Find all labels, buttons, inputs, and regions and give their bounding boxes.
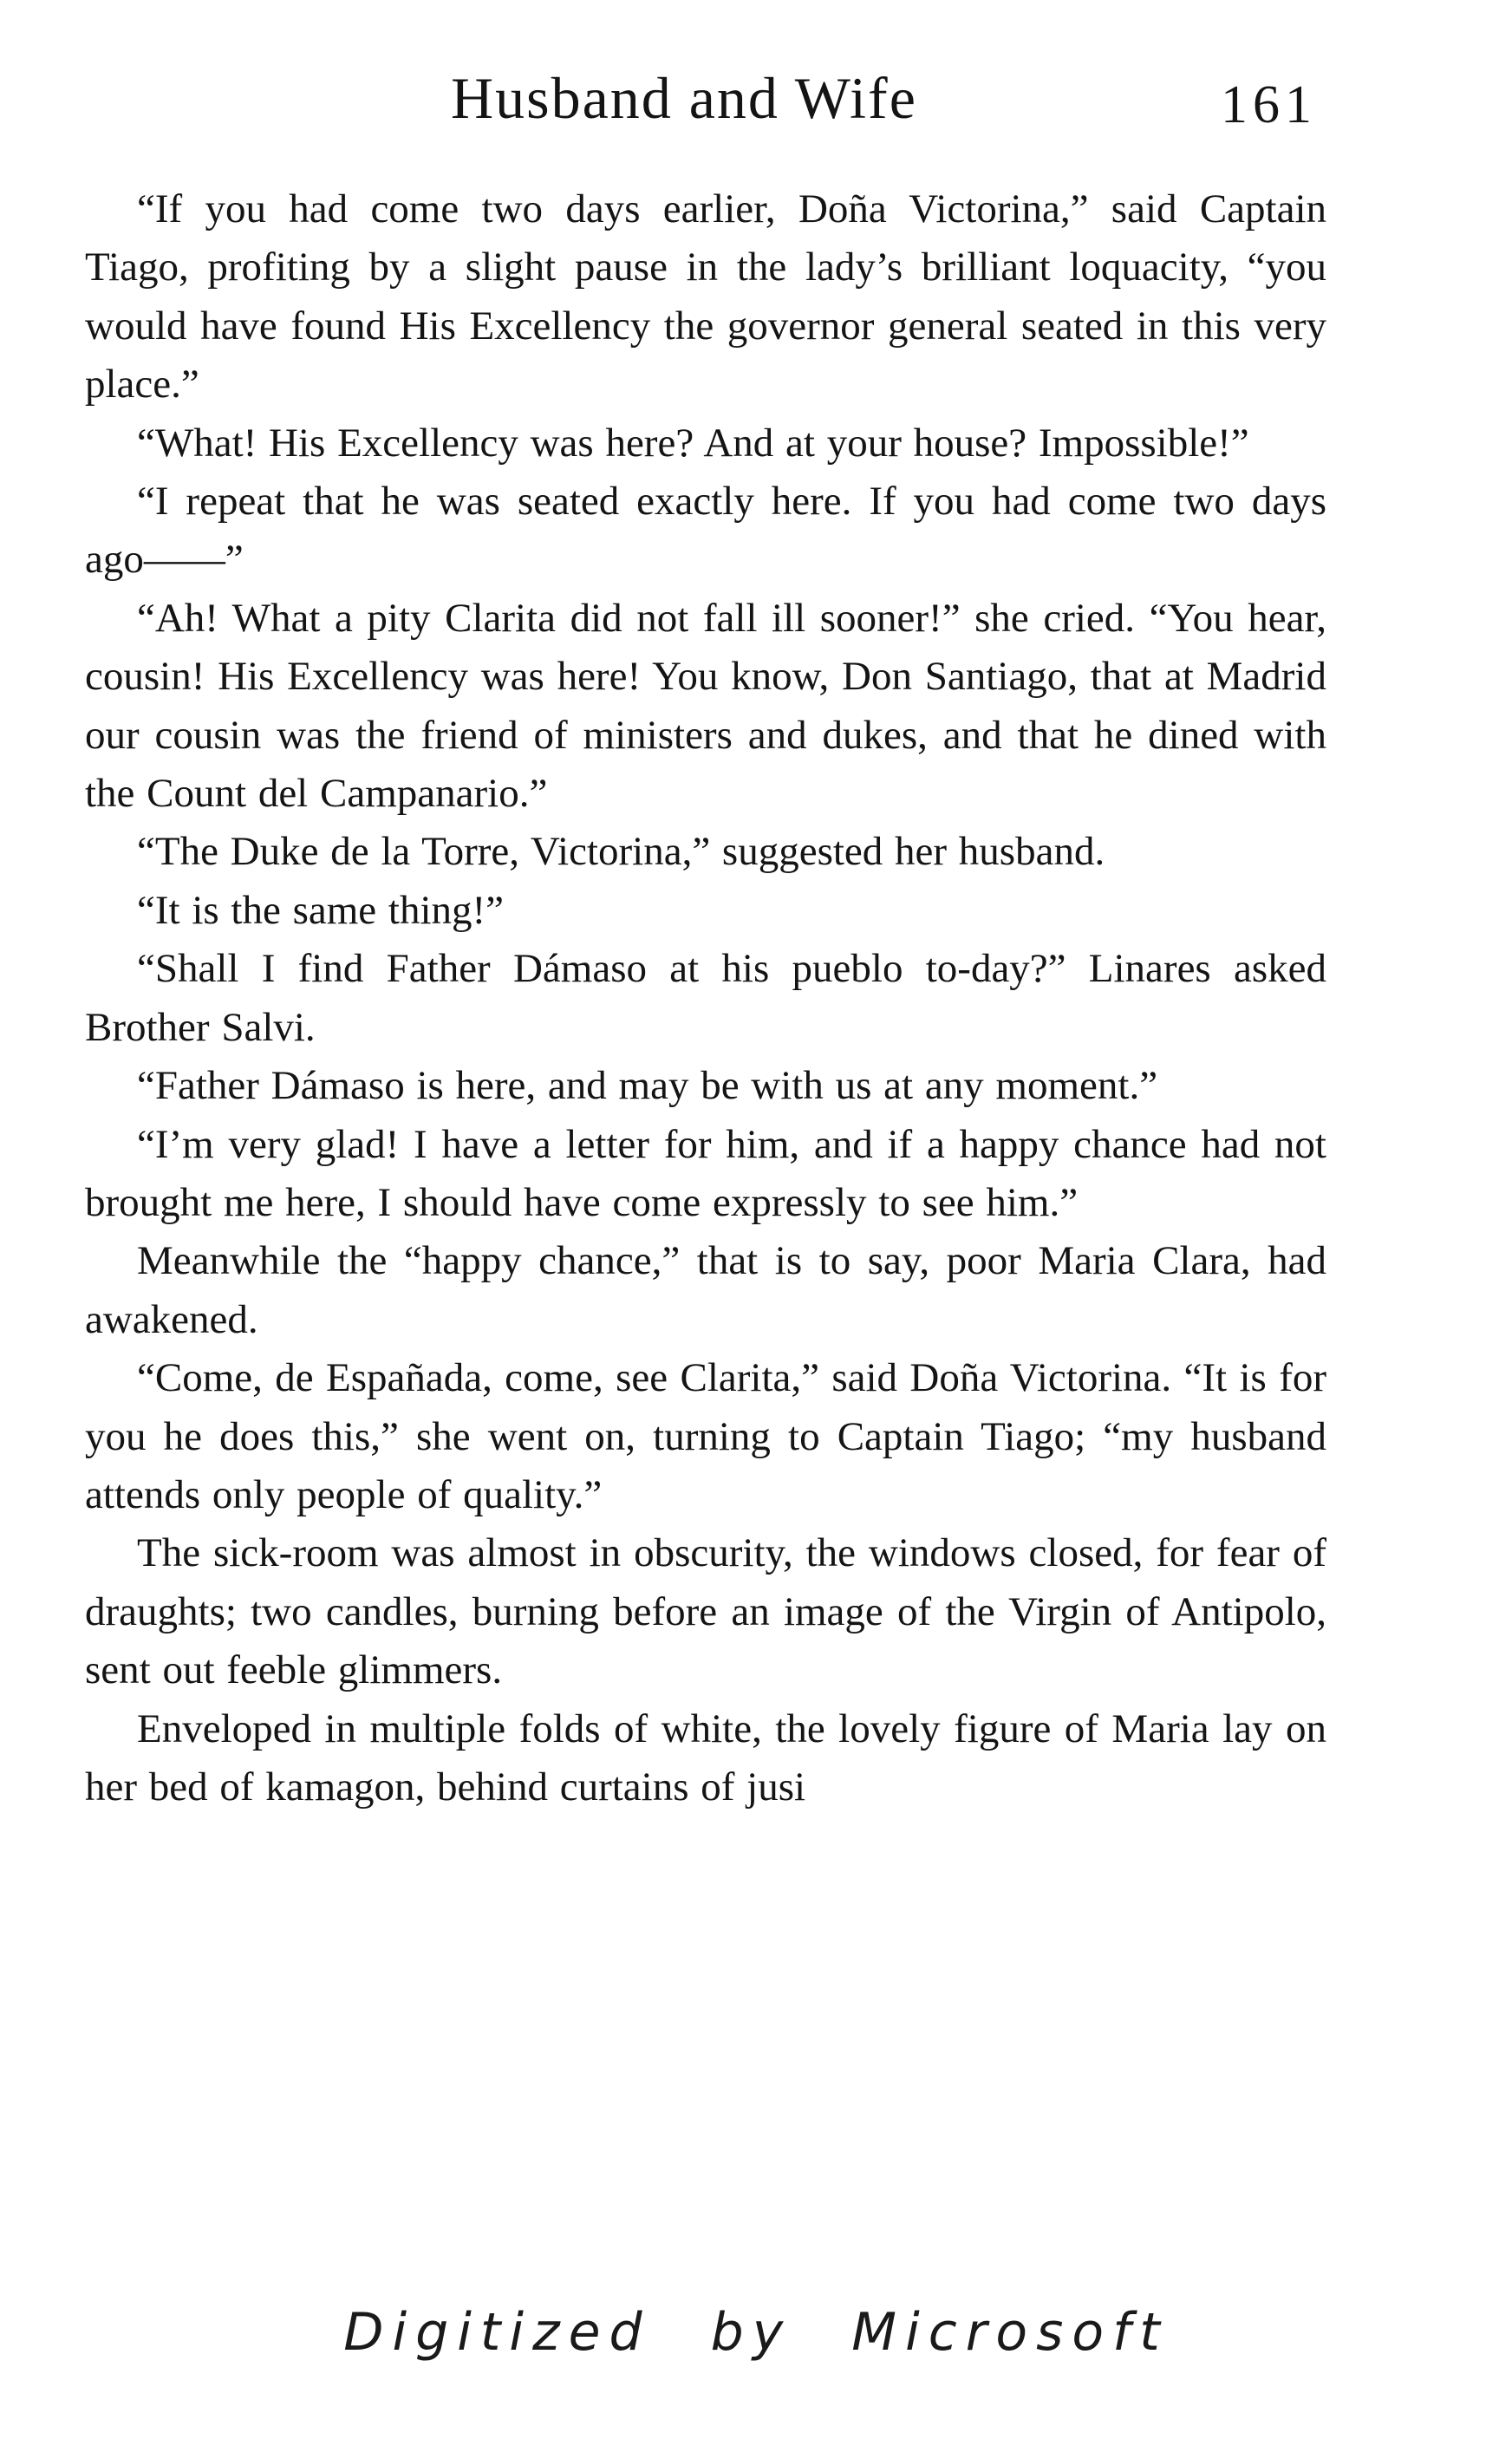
paragraph: The sick-room was almost in obscurity, the windows closed, for fear of draughts; two candles, burning before an image of the Virgin of Antipolo, sent out feeble glimmers. [85,1530,1326,1693]
page-footer [0,2302,1512,2363]
page-number: 161 [1221,75,1317,134]
page-header [0,59,1512,137]
paragraph: “Come, de Españada, come, see Clarita,” said Doña Victorina. “It is for you he does this,” she went on, turning to Captain Tiago; “my husband attends only people of quality.” [85,1355,1326,1517]
paragraph: “Father Dámaso is here, and may be with us at any moment.” [137,1063,1158,1109]
paragraph: “The Duke de la Torre, Victorina,” suggested her husband. [137,829,1105,875]
paragraph: Enveloped in multiple folds of white, the lovely figure of Maria lay on her bed of kamagon, behind curtains of jusi [85,1705,1326,1810]
paragraph: “Shall I find Father Dámaso at his pueblo to-day?” Linares asked Brother Salvi. [85,946,1326,1050]
paragraph: “Ah! What a pity Clarita did not fall ill sooner!” she cried. “You hear, cousin! His Excellency was here! You know, Don Santiago, that at Madrid our cousin was the friend of ministers and dukes, and that he dined with the Count del Campanario.” [85,595,1326,817]
paragraph: “What! His Excellency was here? And at your house? Impossible!” [137,420,1249,466]
paragraph: “It is the same thing!” [137,887,505,933]
running-title: Husband and Wife [451,65,917,131]
paragraph: “I repeat that he was seated exactly here. If you had come two days ago——” [85,479,1326,583]
paragraph: “I’m very glad! I have a letter for him, and if a happy chance had not brought me here, I should have come expressly to see him.” [85,1121,1326,1225]
paragraph: Meanwhile the “happy chance,” that is to say, poor Maria Clara, had awakened. [85,1238,1326,1342]
digitization-watermark: Digitized by Microsoft [343,2302,1169,2363]
paragraph: “If you had come two days earlier, Doña Victorina,” said Captain Tiago, profiting by a slight pause in the lady’s brilliant loquacity, “you would have found His Excellency the governor general seated in this very place.” [85,186,1326,408]
body-text [85,180,1326,1816]
